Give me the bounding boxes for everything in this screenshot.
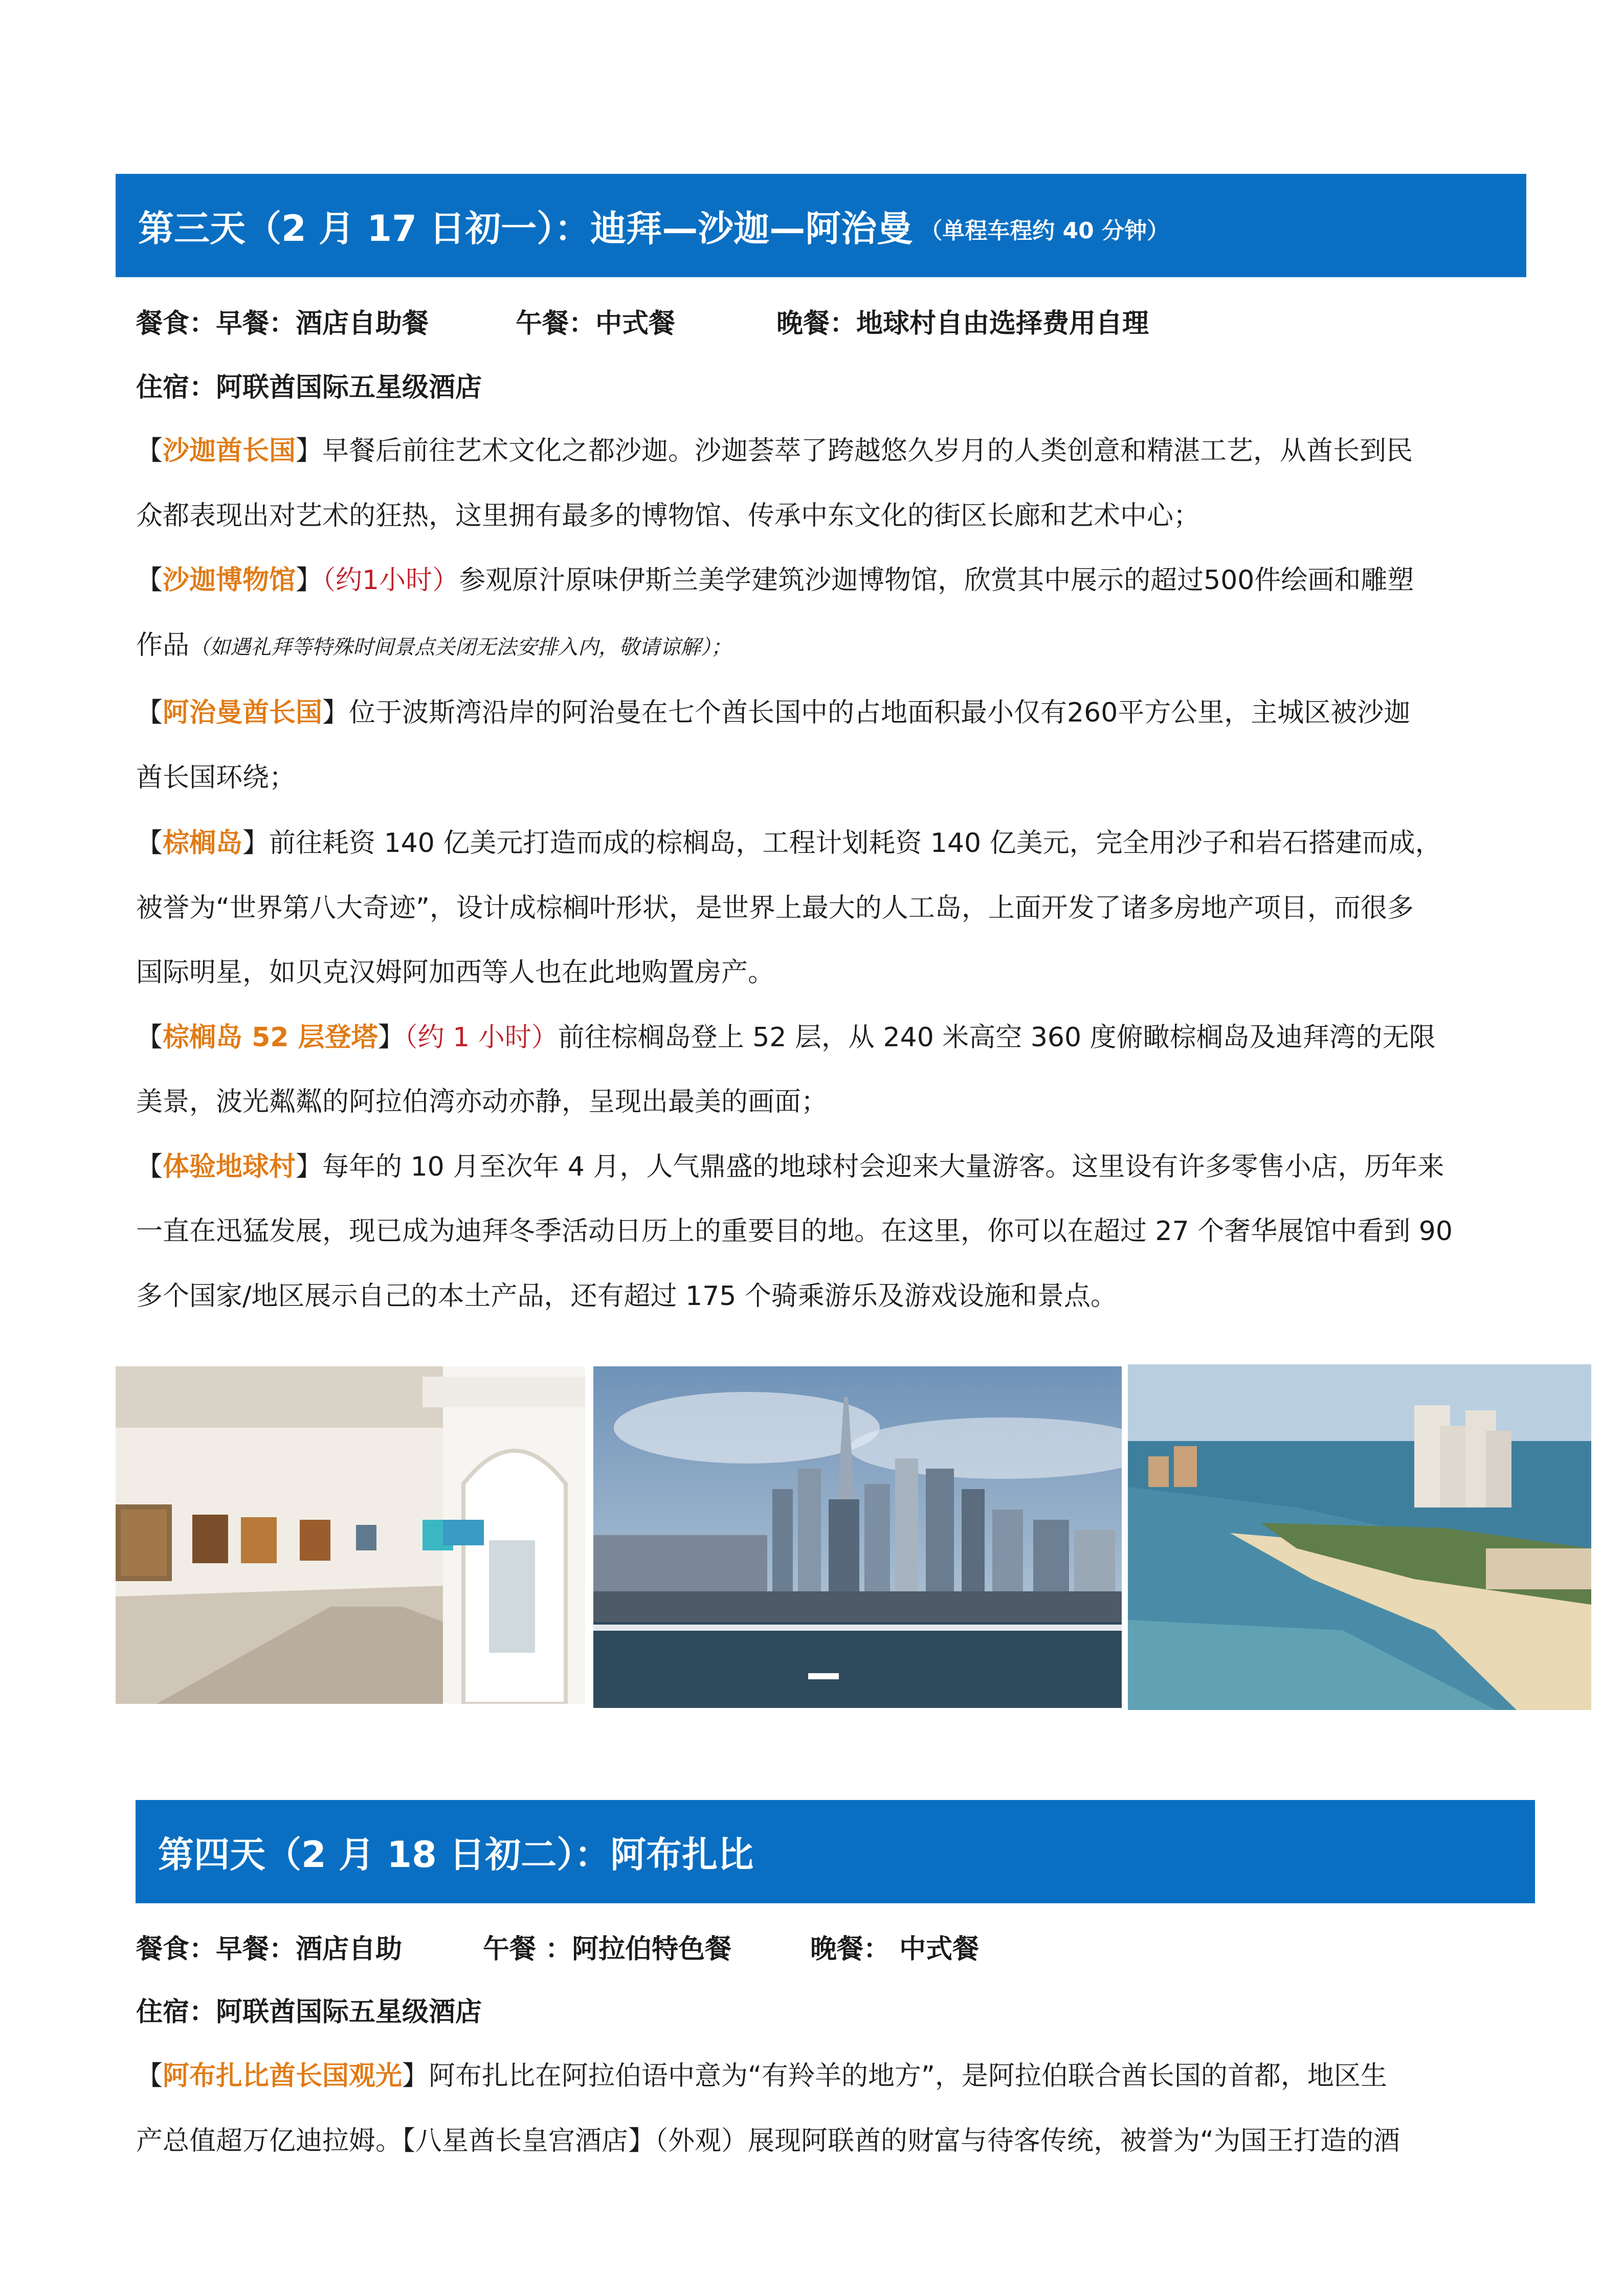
museum-text-2: 作品 bbox=[136, 630, 190, 661]
spot-abu-dhabi: 阿布扎比酋长国观光 bbox=[163, 2061, 403, 2091]
day3-museum-line1 bbox=[136, 562, 1517, 598]
day3-sharjah-line2: 众都表现出对艺术的狂热，这里拥有最多的博物馆、传承中东文化的街区长廊和艺术中心； bbox=[136, 501, 1200, 531]
day4-lunch: 午餐 ：阿拉伯特色餐 bbox=[483, 1934, 732, 1965]
day3-ajman-line2: 酋长国环绕； bbox=[136, 762, 296, 793]
day3-lunch: 午餐：中式餐 bbox=[516, 308, 676, 339]
photo-dubai-skyline bbox=[593, 1366, 1122, 1708]
bracket-open: 【 bbox=[136, 1022, 163, 1053]
bracket-open: 【 bbox=[136, 1152, 163, 1182]
tower-duration: （约 1 小时） bbox=[404, 1022, 558, 1053]
photo-palm-jumeirah bbox=[1128, 1364, 1591, 1710]
spot-global-village: 体验地球村 bbox=[163, 1152, 296, 1182]
day4-abudhabi-line2: 产总值超万亿迪拉姆。【八星酋长皇宫酒店】（外观）展现阿联酋的财富与待客传统，被誉为“为国王打造的酒 bbox=[136, 2126, 1400, 2156]
bracket-close: 】 bbox=[377, 1022, 405, 1053]
day4-abudhabi-line1 bbox=[136, 2058, 1517, 2094]
palm-text: 前往耗资 140 亿美元打造而成的棕榈岛，工程计划耗资 140 亿美元，完全用沙子和岩石搭建而成， bbox=[269, 828, 1442, 859]
village-text: 每年的 10 月至次年 4 月，人气鼎盛的地球村会迎来大量游客。这里设有许多零售小店，历年来 bbox=[322, 1152, 1444, 1182]
day3-ajman-line1 bbox=[136, 695, 1517, 731]
bracket-close: 】 bbox=[322, 697, 349, 728]
bracket-close: 】 bbox=[296, 565, 323, 596]
day3-title-bar bbox=[116, 174, 1526, 277]
day3-village-line2: 一直在迅猛发展，现已成为迪拜冬季活动日历上的重要目的地。在这里，你可以在超过 27 个奢华展馆中看到 90 bbox=[136, 1216, 1453, 1247]
day3-dinner: 晚餐：地球村自由选择费用自理 bbox=[776, 308, 1149, 339]
abudhabi-text: 阿布扎比在阿拉伯语中意为“有羚羊的地方”，是阿拉伯联合酋长国的首都，地区生 bbox=[429, 2061, 1387, 2091]
museum-text: 参观原汁原味伊斯兰美学建筑沙迦博物馆，欣赏其中展示的超过500件绘画和雕塑 bbox=[459, 565, 1414, 596]
spot-sharjah: 沙迦酋长国 bbox=[163, 436, 296, 466]
day3-subtitle: （单程车程约 40 分钟） bbox=[920, 218, 1170, 244]
day3-village-line1 bbox=[136, 1149, 1517, 1185]
photo-museum-gallery bbox=[116, 1366, 585, 1704]
museum-duration: （约1小时） bbox=[322, 565, 459, 596]
day3-hotel: 住宿：阿联酋国际五星级酒店 bbox=[136, 372, 482, 403]
day4-dinner: 晚餐： 中式餐 bbox=[810, 1934, 980, 1965]
day4-title-bar bbox=[136, 1800, 1535, 1903]
day3-meals bbox=[136, 306, 1517, 342]
ajman-text: 位于波斯湾沿岸的阿治曼在七个酋长国中的占地面积最小仅有260平方公里，主城区被沙迦 bbox=[349, 697, 1411, 728]
bracket-close: 】 bbox=[402, 2061, 429, 2091]
sharjah-text: 早餐后前往艺术文化之都沙迦。沙迦荟萃了跨越悠久岁月的人类创意和精湛工艺，从酋长到民 bbox=[322, 436, 1413, 466]
day4-breakfast: 餐食：早餐：酒店自助 bbox=[136, 1934, 403, 1965]
bracket-open: 【 bbox=[136, 828, 163, 859]
bracket-open: 【 bbox=[136, 697, 163, 728]
day3-breakfast: 餐食：早餐：酒店自助餐 bbox=[136, 308, 429, 339]
day3-palm-line2: 被誉为“世界第八大奇迹”，设计成棕榈叶形状，是世界上最大的人工岛，上面开发了诸多房地产项目，而很多 bbox=[136, 893, 1414, 924]
day3-museum-line2 bbox=[136, 627, 1517, 665]
spot-ajman: 阿治曼酋长国 bbox=[163, 697, 323, 728]
day4-meals bbox=[136, 1931, 1517, 1967]
day4-title: 第四天（2 月 18 日初二）：阿布扎比 bbox=[158, 1833, 754, 1876]
bracket-close: 】 bbox=[296, 436, 323, 466]
bracket-open: 【 bbox=[136, 436, 163, 466]
day3-sharjah-line1 bbox=[136, 433, 1517, 469]
day3-title: 第三天（2 月 17 日初一）：迪拜—沙迦—阿治曼 bbox=[138, 207, 913, 250]
museum-note: （如遇礼拜等特殊时间景点关闭无法安排入内，敬请谅解）； bbox=[189, 636, 732, 659]
day3-tower-line1 bbox=[136, 1020, 1517, 1055]
bracket-open: 【 bbox=[136, 565, 163, 596]
bracket-open: 【 bbox=[136, 2061, 163, 2091]
bracket-close: 】 bbox=[296, 1152, 323, 1182]
tower-text: 前往棕榈岛登上 52 层，从 240 米高空 360 度俯瞰棕榈岛及迪拜湾的无限 bbox=[558, 1022, 1436, 1053]
spot-palm: 棕榈岛 bbox=[163, 828, 243, 859]
spot-palm-tower: 棕榈岛 52 层登塔 bbox=[163, 1022, 378, 1053]
day3-village-line3: 多个国家/地区展示自己的本土产品，还有超过 175 个骑乘游乐及游戏设施和景点。 bbox=[136, 1281, 1117, 1312]
day3-tower-line2: 美景，波光粼粼的阿拉伯湾亦动亦静，呈现出最美的画面； bbox=[136, 1087, 828, 1117]
spot-sharjah-museum: 沙迦博物馆 bbox=[163, 565, 296, 596]
day4-hotel: 住宿：阿联酋国际五星级酒店 bbox=[136, 1997, 482, 2028]
day3-palm-line1 bbox=[136, 825, 1517, 861]
day3-palm-line3: 国际明星，如贝克汉姆阿加西等人也在此地购置房产。 bbox=[136, 957, 775, 988]
bracket-close: 】 bbox=[242, 828, 270, 859]
